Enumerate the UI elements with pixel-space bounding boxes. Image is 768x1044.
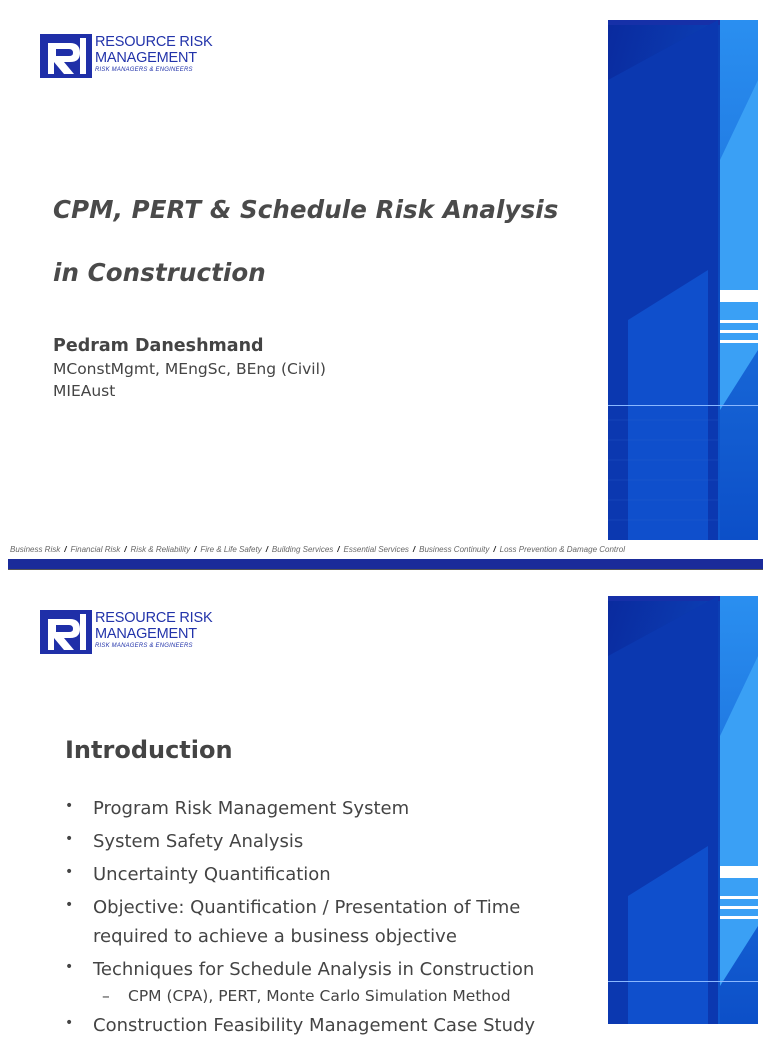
list-item	[65, 893, 585, 951]
list-item	[65, 1011, 585, 1040]
bullet-text: Program Risk Management System	[93, 798, 410, 819]
slide-title-line1: CPM, PERT & Schedule Risk Analysis	[53, 195, 559, 224]
logo-text-line1: RESOURCE RISK	[95, 34, 213, 50]
company-logo	[40, 34, 212, 78]
tagline-item: Fire & Life Safety	[200, 545, 262, 554]
bullet-dot-icon: •	[65, 864, 74, 880]
dash-icon: –	[102, 987, 110, 1005]
rrm-logo-mark-icon	[40, 610, 92, 654]
tagline-item: Business Risk	[10, 545, 61, 554]
building-graphic-icon	[608, 20, 758, 540]
rrm-logo-mark-icon	[40, 34, 92, 78]
bullet-dot-icon: •	[65, 831, 74, 847]
list-item	[65, 860, 585, 889]
tagline-item: Essential Services	[343, 545, 409, 554]
logo-tagline: RISK MANAGERS & ENGINEERS	[95, 643, 193, 649]
logo-text-line2: MANAGEMENT	[95, 626, 197, 642]
author-name: Pedram Daneshmand	[53, 336, 264, 356]
decorative-building-panel	[608, 20, 758, 540]
building-graphic-icon	[608, 596, 758, 1024]
bullet-text: Objective: Quantification / Presentation of Time required to achieve a business objective	[93, 897, 521, 947]
sub-bullet-text: CPM (CPA), PERT, Monte Carlo Simulation Method	[128, 987, 511, 1005]
tagline-item: Financial Risk	[70, 545, 121, 554]
list-item	[65, 955, 585, 984]
list-item	[65, 794, 585, 823]
bullet-dot-icon: •	[65, 798, 74, 814]
tagline-item: Building Services	[271, 545, 334, 554]
author-credentials-line2: MIEAust	[53, 382, 116, 400]
footer-bar	[8, 559, 763, 569]
bullet-dot-icon: •	[65, 959, 74, 975]
logo-text-line1: RESOURCE RISK	[95, 610, 213, 626]
introduction-slide	[0, 576, 768, 1036]
list-item	[65, 827, 585, 856]
decorative-building-panel	[608, 596, 758, 1024]
services-tagline: Business Risk / Financial Risk / Risk & Reliability / Fire & Life Safety / Building Services / Essential Services / Business Continuity / Loss Prevention & Damage Control	[10, 545, 626, 554]
bullet-dot-icon: •	[65, 897, 74, 913]
company-logo	[40, 610, 212, 654]
tagline-item: Business Continuity	[419, 545, 490, 554]
logo-text-line2: MANAGEMENT	[95, 50, 197, 66]
bullet-text: Uncertainty Quantification	[93, 864, 331, 885]
tagline-item: Risk & Reliability	[130, 545, 191, 554]
logo-tagline: RISK MANAGERS & ENGINEERS	[95, 67, 193, 73]
footer-divider	[8, 569, 763, 570]
slide-title-line2: in Construction	[53, 258, 266, 287]
bullet-list	[65, 794, 585, 1044]
bullet-text: Techniques for Schedule Analysis in Construction	[93, 959, 535, 980]
bullet-dot-icon: •	[65, 1015, 74, 1031]
sub-list-item	[65, 985, 585, 1007]
bullet-text: Construction Feasibility Management Case Study	[93, 1015, 536, 1036]
slide-heading: Introduction	[65, 736, 233, 764]
author-credentials-line1: MConstMgmt, MEngSc, BEng (Civil)	[53, 360, 326, 378]
tagline-item: Loss Prevention & Damage Control	[499, 545, 626, 554]
bullet-text: System Safety Analysis	[93, 831, 304, 852]
